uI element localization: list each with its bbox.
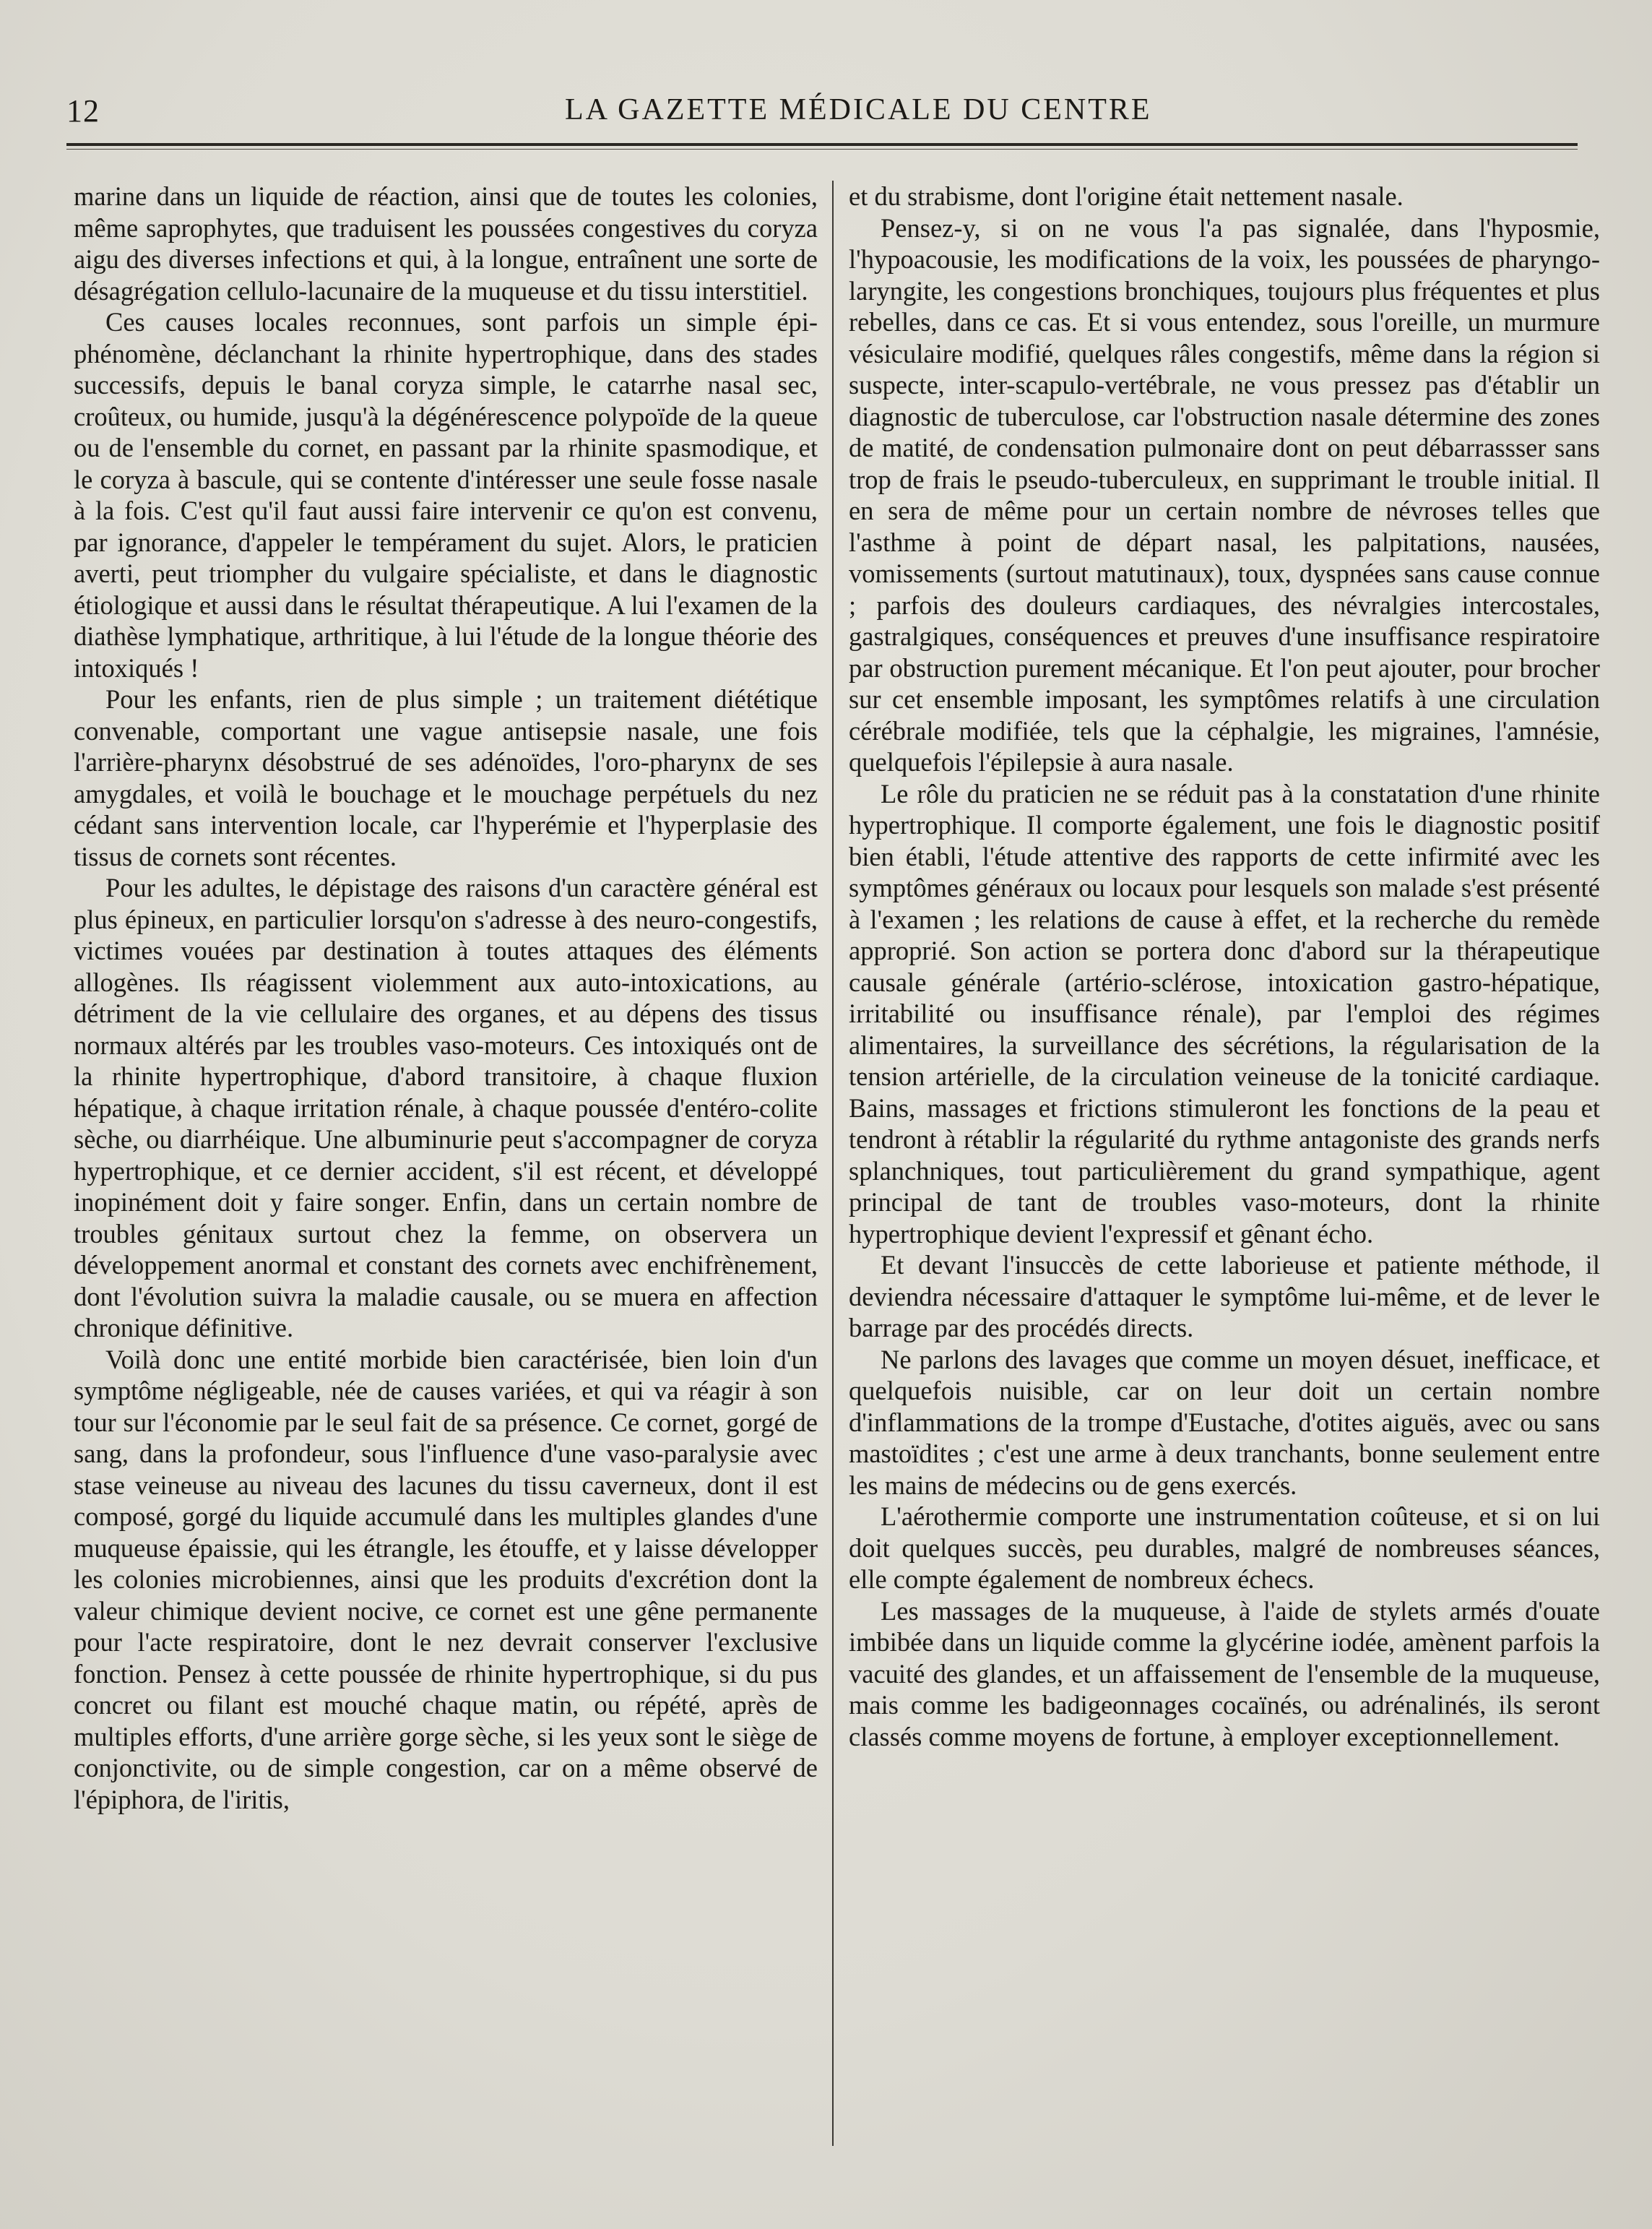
paragraph: Pour les enfants, rien de plus simple ; un traitement diététique convenable, comportant une vague antisepsie nasale, une fois l'arrière-pharynx désobstrué de ses adénoïdes, l'oro-pharynx de ses amygdales, et voilà le bouchage et le mouchage perpétuels du nez cédant sans intervention locale, car l'hyperémie et l'hyperplasie des tissus de cornets sont récentes. xyxy=(74,684,818,871)
paragraph: Voilà donc une entité morbide bien caractérisée, bien loin d'un symptôme négligeable, née de causes variées, et qui va réagir à son tour sur l'économie par le seul fait de sa présence. Ce cornet, gorgé de sang, dans la profondeur, sous l'influence d'une vaso-paralysie avec stase veineuse au niveau des lacunes du tissu caverneux, dont il est composé, gorgé du liquide accumulé dans les multiples glandes d'une muqueuse épaissie, qui les étrangle, les étouffe, et y laisse développer les colonies microbiennes, ainsi que les produits d'excrétion dont la valeur chimique devient nocive, ce cornet est une gêne permanente pour l'acte respiratoire, dont le nez devrait conserver l'exclusive fonction. Pensez à cette poussée de rhinite hypertrophique, si du pus concret ou filant est mouché chaque matin, ou répété, après de multiples efforts, d'une arrière gorge sèche, si les yeux sont le siège de conjonctivite, ou de simple congestion, car on a même observé de l'épiphora, de l'iritis, xyxy=(74,1344,818,1814)
column-divider xyxy=(832,181,834,2146)
page-header xyxy=(66,92,1578,136)
page-number: 12 xyxy=(66,93,100,129)
right-column xyxy=(849,181,1600,2175)
paragraph: Et devant l'insuccès de cette laborieuse et patiente méthode, il deviendra nécessaire d'attaquer le symptôme lui-même, et de lever le barrage par des procédés directs. xyxy=(849,1250,1600,1342)
paragraph: Les massages de la muqueuse, à l'aide de stylets armés d'ouate imbibée dans un liquide comme la glycérine iodée, amènent parfois la vacuité des glandes, et un affaissement de l'ensemble de la muqueuse, mais comme les badigeonnages cocaïnés, ou adrénalinés, ils seront classés comme moyens de fortune, à employer exceptionnellement. xyxy=(849,1595,1600,1751)
left-column xyxy=(74,181,818,2175)
paragraph: L'aérothermie comporte une instrumentation coûteuse, et si on lui doit quelques succès, peu durables, malgré de nombreuses séances, elle compte également de nombreux échecs. xyxy=(849,1501,1600,1594)
journal-title: LA GAZETTE MÉDICALE DU CENTRE xyxy=(565,93,1152,126)
paragraph: Le rôle du praticien ne se réduit pas à la constatation d'une rhinite hypertrophique. Il comporte également, une fois le diagnostic positif bien établi, l'étude attentive des rapports de cette infirmité avec les symptômes généraux ou locaux pour lesquels son malade s'est présenté à l'examen ; les relations de cause à effet, et la recherche du remède approprié. Son action se portera donc d'abord sur la thérapeutique causale générale (artério-sclérose, intoxication gastro-hépatique, irritabilité ou insuffisance rénale), par l'emploi des régimes alimentaires, la surveillance des sécrétions, la régularisation de la tension artérielle, de la circulation veineuse de la tonicité cardiaque. Bains, massages et frictions stimuleront les fonctions de la peau et tendront à rétablir la régularité du rythme antagoniste des grands nerfs splanchniques, tout particulièrement du grand sympathique, agent principal de tant de troubles vaso-moteurs, dont la rhinite hypertrophique devient l'expressif et gênant écho. xyxy=(849,778,1600,1249)
paragraph: Ces causes locales reconnues, sont parfois un simple épi-phénomène, déclanchant la rhinite hypertrophique, dans des stades successifs, depuis le banal coryza simple, le catarrhe nasal sec, croûteux, ou humide, jusqu'à la dégénérescence polypoïde de la queue ou de l'ensemble du cornet, en passant par la rhinite spasmodique, et le coryza à bascule, qui se contente d'intéresser une seule fosse nasale à la fois. C'est qu'il faut aussi faire intervenir ce qu'on est convenu, par ignorance, d'appeler le tempérament du sujet. Alors, le praticien averti, peut triompher du vulgaire spécialiste, et dans le diagnostic étiologique et aussi dans le résultat thérapeutique. A lui l'examen de la diathèse lymphatique, arthritique, à lui l'étude de la longue théorie des intoxiqués ! xyxy=(74,307,818,683)
paragraph: et du strabisme, dont l'origine était nettement nasale. xyxy=(849,181,1404,211)
paragraph: marine dans un liquide de réaction, ainsi que de toutes les colonies, même saprophytes, que traduisent les poussées congestives du coryza aigu des diverses infections et qui, à la longue, entraînent une sorte de désagrégation cellulo-lacunaire de la muqueuse et du tissu interstitiel. xyxy=(74,181,818,306)
paragraph: Pour les adultes, le dépistage des raisons d'un caractère général est plus épineux, en particulier lorsqu'on s'adresse à des neuro-congestifs, victimes vouées par destination à toutes attaques des éléments allogènes. Ils réagissent violemment aux auto-intoxications, au détriment de la vie cellulaire des organes, et au dépens des tissus normaux altérés par les troubles vaso-moteurs. Ces intoxiqués ont de la rhinite hypertrophique, d'abord transitoire, à chaque fluxion hépatique, à chaque irritation rénale, à chaque poussée d'entéro-colite sèche, ou diarrhéique. Une albuminurie peut s'accompagner de coryza hypertrophique, et ce dernier accident, s'il est récent, et développé inopinément doit y faire songer. Enfin, dans un certain nombre de troubles génitaux surtout chez la femme, on observera un développement anormal et constant des cornets avec enchifrènement, dont l'évolution suivra la maladie causale, ou se muera en affection chronique définitive. xyxy=(74,873,818,1342)
paragraph: Pensez-y, si on ne vous l'a pas signalée, dans l'hyposmie, l'hypoacousie, les modifications de la voix, les poussées de pharyngo-laryngite, les congestions bronchiques, toujours plus fréquentes et plus rebelles, dans ce cas. Et si vous entendez, sous l'oreille, un murmure vésiculaire modifié, quelques râles congestifs, même dans la région si suspecte, inter-scapulo-vertébrale, ne vous pressez pas d'établir un diagnostic de tuberculose, car l'obstruction nasale détermine des zones de matité, de condensation pulmonaire dont on peut débarrassser sans trop de frais le pseudo-tuberculeux, en supprimant le trouble initial. Il en sera de même pour un certain nombre de névroses telles que l'asthme à point de départ nasal, les palpitations, nausées, vomissements (surtout matutinaux), toux, dyspnées sans cause connue ; parfois des douleurs cardiaques, des névralgies intercostales, gastralgiques, conséquences et preuves d'une insuffisance respiratoire par obstruction purement mécanique. Et l'on peut ajouter, pour brocher sur cet ensemble imposant, les symptômes relatifs à une circulation cérébrale modifiée, tels que la céphalgie, les migraines, l'amnésie, quelquefois l'épilepsie à aura nasale. xyxy=(849,212,1600,777)
paragraph: Ne parlons des lavages que comme un moyen désuet, inefficace, et quelquefois nuisible, car on leur doit un certain nombre d'inflammations de la trompe d'Eustache, d'otites aiguës, avec ou sans mastoïdites ; c'est une arme à deux tranchants, bonne seulement entre les mains de médecins ou de gens exercés. xyxy=(849,1344,1600,1500)
header-rule xyxy=(66,143,1578,146)
header-rule-thin xyxy=(66,149,1578,150)
